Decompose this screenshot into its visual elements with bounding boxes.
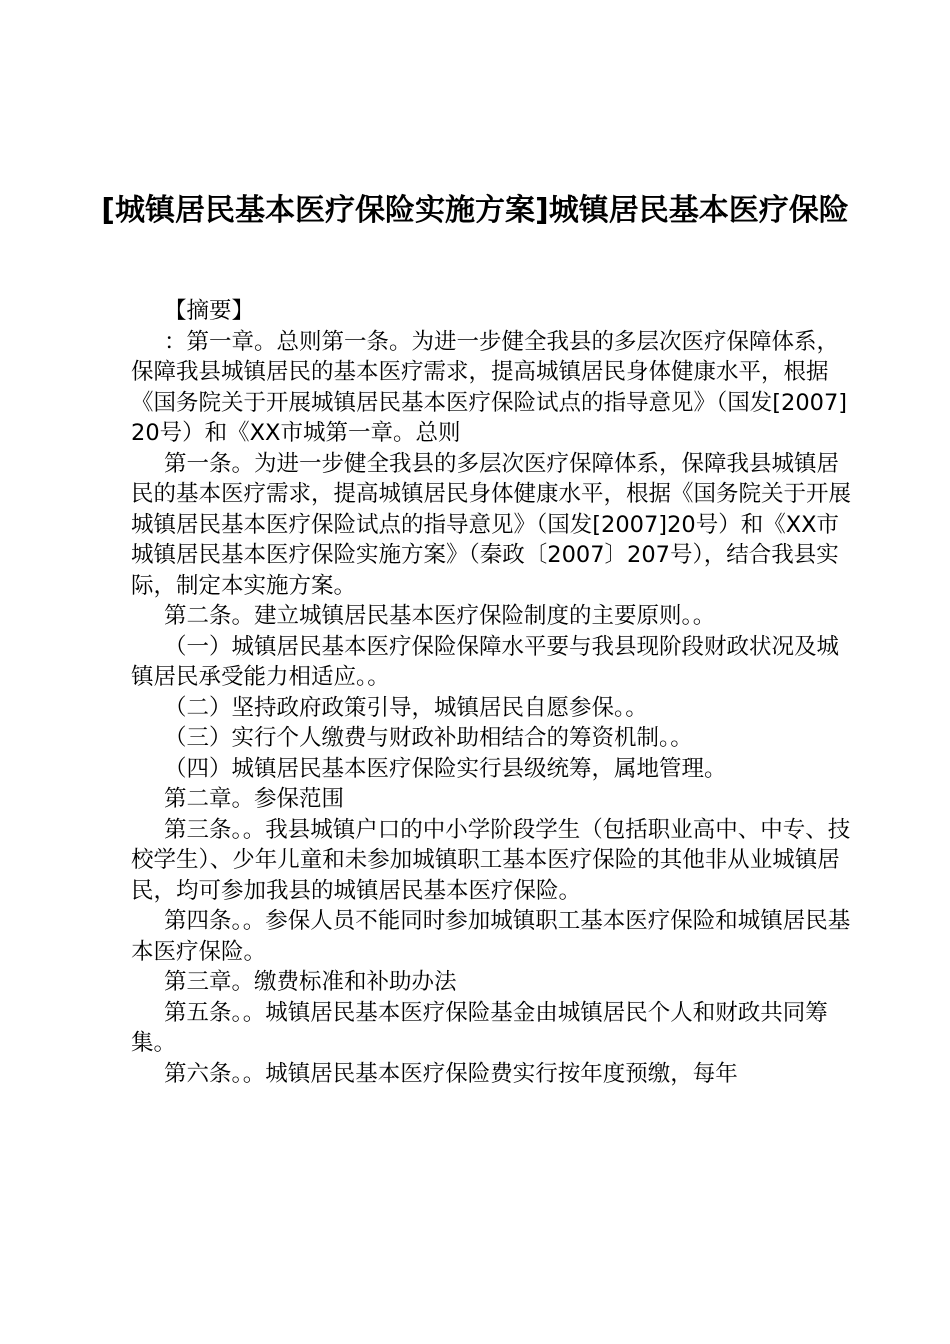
article-3-paragraph: 第三条。。我县城镇户口的中小学阶段学生（包括职业高中、中专、技校学生）、少年儿童和未参加城镇职工基本医疗保险的其他非从业城镇居民，均可参加我县的城镇居民基本医疗保险。 [131,816,851,904]
document-title: [城镇居民基本医疗保险实施方案]城镇居民基本医疗保险 [101,193,849,228]
article-5-paragraph: 第五条。。城镇居民基本医疗保险基金由城镇居民个人和财政共同筹集。 [131,999,828,1056]
principle-1-paragraph: （一）城镇居民基本医疗保险保障水平要与我县现阶段财政状况及城镇居民承受能力相适应。。 [131,633,840,690]
principle-3-paragraph: （三）实行个人缴费与财政补助相结合的筹资机制。。 [164,725,693,751]
principle-4-paragraph: （四）城镇居民基本医疗保险实行县级统筹，属地管理。 [164,755,727,782]
principle-2-paragraph: （二）坚持政府政策引导，城镇居民自愿参保。。 [164,694,648,721]
chapter-3-heading: 第三章。缴费标准和补助办法 [164,969,457,995]
document-body [131,296,851,1089]
article-6-paragraph: 第六条。。城镇居民基本医疗保险费实行按年度预缴，每年 [164,1060,738,1087]
abstract-heading: 【摘要】 [164,298,255,324]
article-1-paragraph: 第一条。为进一步健全我县的多层次医疗保障体系，保障我县城镇居民的基本医疗需求，提高城镇居民身体健康水平，根据《国务院关于开展城镇居民基本医疗保险试点的指导意见》（国发[2007]20号）和《XX市城镇居民基本医疗保险实施方案》（秦政〔2007〕207号），结合我县实际，制定本实施方案。 [131,450,852,599]
article-4-paragraph: 第四条。。参保人员不能同时参加城镇职工基本医疗保险和城镇居民基本医疗保险。 [131,908,851,965]
chapter-2-heading: 第二章。参保范围 [164,786,345,812]
abstract-paragraph: ：第一章。总则第一条。为进一步健全我县的多层次医疗保障体系，保障我县城镇居民的基本医疗需求，提高城镇居民身体健康水平，根据《国务院关于开展城镇居民基本医疗保险试点的指导意见》（国发[2007]20号）和《XX市城第一章。总则 [131,328,848,446]
article-2-paragraph: 第二条。建立城镇居民基本医疗保险制度的主要原则。。 [164,603,716,629]
